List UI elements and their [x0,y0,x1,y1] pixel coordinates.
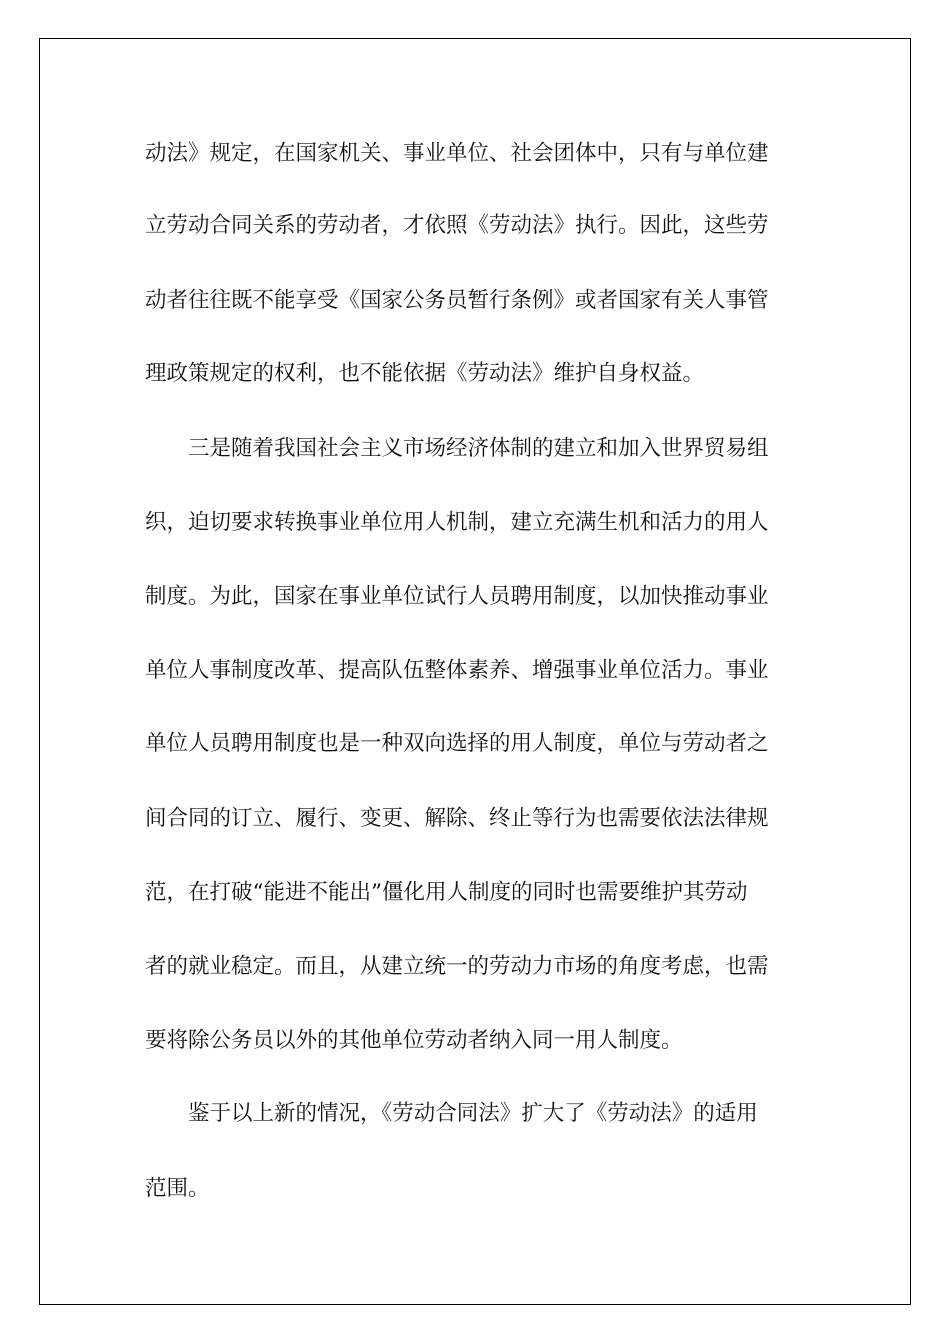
paragraph-first-line: 三是随着我国社会主义市场经济体制的建立和加入世界贸易组 [188,436,769,461]
paragraph-line: 单位人事制度改革、提高队伍整体素养、增强事业单位活力。事业 [145,658,769,683]
paragraph-line: 理政策规定的权利，也不能依据《劳动法》维护自身权益。 [145,361,705,386]
paragraph-line: 者的就业稳定。而且，从建立统一的劳动力市场的角度考虑，也需 [145,954,769,979]
paragraph-line: 要将除公务员以外的其他单位劳动者纳入同一用人制度。 [145,1028,683,1053]
paragraph-line: 范，在打破“能进不能出”僵化用人制度的同时也需要维护其劳动 [145,880,748,905]
paragraph-line: 制度。为此，国家在事业单位试行人员聘用制度，以加快推动事业 [145,584,769,609]
paragraph-first-line: 鉴于以上新的情况，《劳动合同法》扩大了《劳动法》的适用 [188,1101,758,1126]
paragraph-line: 织，迫切要求转换事业单位用人机制，建立充满生机和活力的用人 [145,510,769,535]
paragraph-line: 立劳动合同关系的劳动者，才依照《劳动法》执行。因此，这些劳 [145,213,769,238]
paragraph-line: 动法》规定，在国家机关、事业单位、社会团体中，只有与单位建 [145,141,769,166]
paragraph-line: 单位人员聘用制度也是一种双向选择的用人制度，单位与劳动者之 [145,731,769,756]
paragraph-line: 动者往往既不能享受《国家公务员暂行条例》或者国家有关人事管 [145,288,769,313]
paragraph-line: 范围。 [145,1176,210,1201]
paragraph-line: 间合同的订立、履行、变更、解除、终止等行为也需要依法法律规 [145,806,769,831]
